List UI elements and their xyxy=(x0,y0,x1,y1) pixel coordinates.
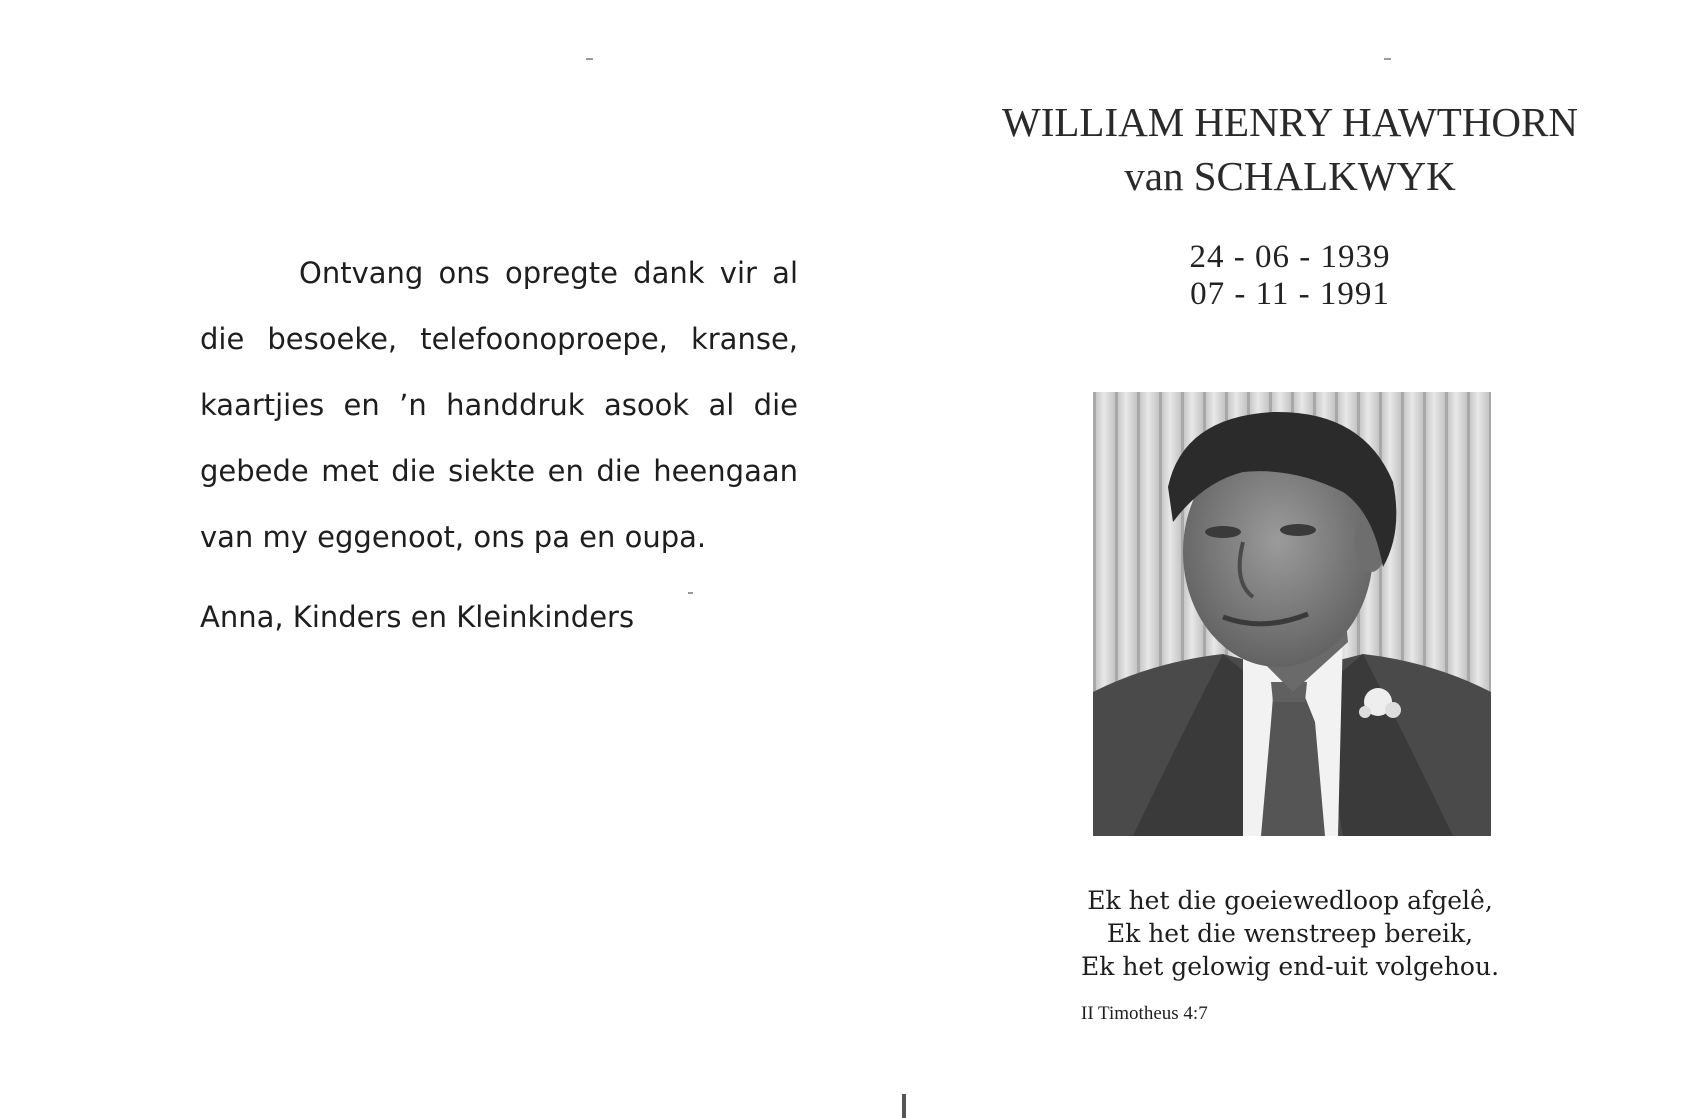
scripture-verse xyxy=(1040,884,1540,983)
thanks-panel xyxy=(200,240,798,634)
name-line-2: van SCHALKWYK xyxy=(1124,153,1456,199)
death-date: 07 - 11 - 1991 xyxy=(1190,276,1390,312)
thanks-message: Ontvang ons opregte dank vir al die besoeke, telefoonoproepe, kranse, kaartjies en ’n handdruk asook al die gebede met die siekte en die heengaan van my eggenoot, ons pa en oupa. xyxy=(200,256,798,554)
portrait-photo-icon xyxy=(1093,392,1491,836)
verse-line-3: Ek het gelowig end-uit volgehou. xyxy=(1080,952,1500,981)
birth-date: 24 - 06 - 1939 xyxy=(1189,239,1391,275)
verse-reference: II Timotheus 4:7 xyxy=(1081,1003,1208,1024)
verse-line-1: Ek het die goeiewedloop afgelê, xyxy=(1087,886,1493,915)
memorial-panel xyxy=(980,95,1600,313)
dates xyxy=(980,239,1600,313)
name-line-1: WILLIAM HENRY HAWTHORN xyxy=(1002,99,1578,145)
scan-speck xyxy=(586,58,593,60)
scan-speck xyxy=(1384,58,1391,60)
fold-mark xyxy=(902,1094,906,1118)
verse-line-2: Ek het die wenstreep bereik, xyxy=(1106,919,1474,948)
signature: Anna, Kinders en Kleinkinders xyxy=(200,600,635,634)
